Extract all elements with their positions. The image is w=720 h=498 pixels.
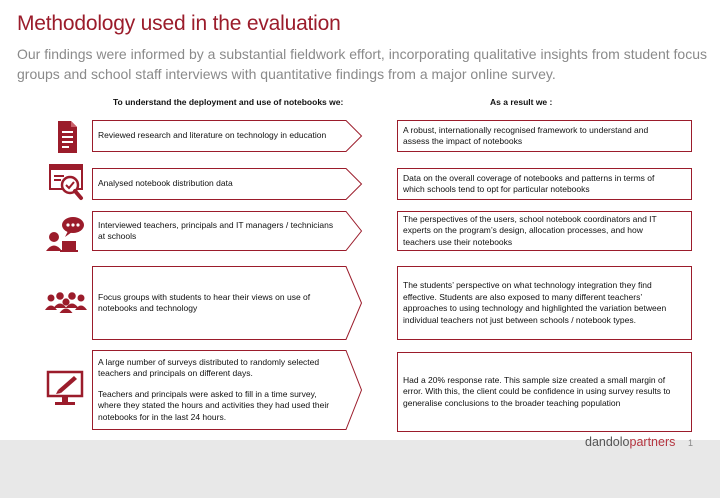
result-box-3 (397, 211, 692, 251)
result-text: The students’ perspective on what technology integration they find effective. Students are also exposed to many different teachers’ approaches to using technology and highlighted the variation between individual teachers not just between schools / notebook types. (403, 280, 667, 325)
result-text: Data on the overall coverage of notebooks and patterns in terms of which schools tend to opt for particular notebooks (403, 172, 655, 194)
document-icon (44, 117, 88, 157)
company-logo (585, 435, 675, 449)
page-subtitle: Our findings were informed by a substantial fieldwork effort, incorporating qualitative insights from student focus groups and school staff interviews with quantitative findings from a major online survey. (17, 46, 707, 82)
result-box-2 (397, 168, 692, 200)
page-number: 1 (688, 438, 694, 448)
action-box-4 (92, 266, 362, 340)
action-box-1 (92, 120, 362, 152)
page-title: Methodology used in the evaluation (17, 12, 341, 35)
action-text: Reviewed research and literature on technology in education (98, 130, 327, 141)
action-text: Focus groups with students to hear their views on use of notebooks and technology (98, 291, 311, 313)
action-text: Interviewed teachers, principals and IT managers / technicians at schools (98, 219, 334, 241)
left-column-heading: To understand the deployment and use of notebooks we: (113, 97, 344, 107)
right-column-heading: As a result we : (490, 97, 553, 107)
logo-text-partners: partners (629, 435, 676, 449)
result-box-4 (397, 266, 692, 340)
result-box-1 (397, 120, 692, 152)
data-analysis-icon (44, 163, 88, 203)
group-icon (44, 283, 88, 323)
result-text: A robust, internationally recognised framework to understand and assess the impact of notebooks (403, 124, 649, 146)
action-text: Analysed notebook distribution data (98, 178, 233, 189)
action-box-2 (92, 168, 362, 200)
action-text: A large number of surveys distributed to randomly selected teachers and principals on different days. (98, 356, 320, 379)
logo-text-dandolo: dandolo (585, 435, 630, 449)
result-text: Had a 20% response rate. This sample size created a small margin of error. With this, the client could be confidence in using survey results to generalise conclusions to the broader teaching population (403, 374, 671, 408)
online-survey-icon (44, 368, 88, 408)
action-text: Teachers and principals were asked to fill in a time survey, where they stated the hours and activities they had used their notebooks for in the last 24 hours. (98, 388, 330, 422)
action-box-3 (92, 211, 362, 251)
result-box-5 (397, 352, 692, 432)
result-text: The perspectives of the users, school notebook coordinators and IT experts on the program’s design, allocation processes, and how teachers use their notebooks (403, 213, 657, 247)
action-box-5 (92, 350, 362, 430)
interview-icon (44, 214, 88, 254)
